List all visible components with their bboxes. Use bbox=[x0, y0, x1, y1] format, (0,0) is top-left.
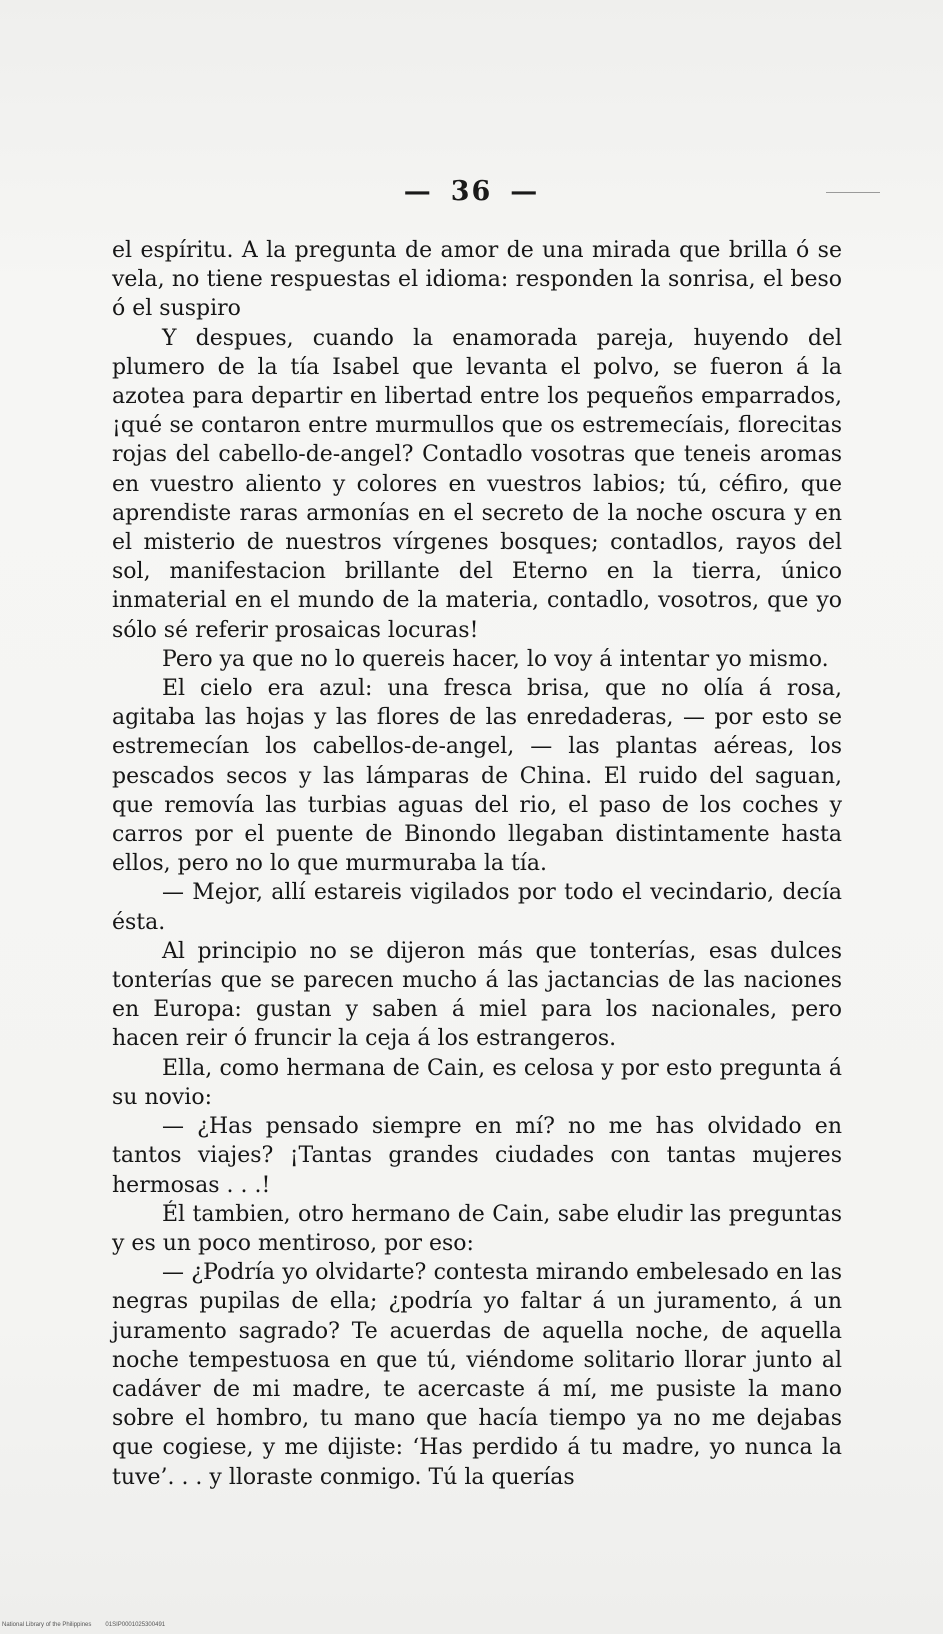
header-dash-right: — bbox=[510, 176, 540, 207]
footer-identifier: 01SIP0001025300491 bbox=[105, 1622, 166, 1628]
page-number-header bbox=[0, 176, 943, 207]
footer-library: National Library of the Philippines bbox=[2, 1622, 92, 1628]
paragraph: — Mejor, allí estareis vigilados por todo el vecindario, decía ésta. bbox=[112, 880, 842, 935]
body-text bbox=[112, 236, 842, 1492]
paragraph: El cielo era azul: una fresca brisa, que no olía á rosa, agitaba las hojas y las flores de las enredaderas, — por esto se estremecían los cabellos-de-angel, — las plantas aéreas, los pescados secos y las lámparas de China. El ruido del saguan, que removía las turbias aguas del rio, el paso de los coches y carros por el puente de Binondo llegaban distintamente hasta ellos, pero no lo que murmuraba la tía. bbox=[112, 676, 842, 877]
corner-rule bbox=[826, 192, 880, 193]
paragraph: Ella, como hermana de Cain, es celosa y por esto pregunta á su novio: bbox=[112, 1055, 842, 1110]
paragraph: Y despues, cuando la enamorada pareja, huyendo del plumero de la tía Isabel que levanta el polvo, se fueron á la azotea para departir en libertad entre los pequeños emparrados, ¡qué se contaron entre murmullos que os estremecíais, florecitas rojas del cabello-de-angel? Contadlo vosotras que teneis aromas en vuestro aliento y colores en vuestros labios; tú, céfiro, que aprendiste raras armonías en el secreto de la noche oscura y en el misterio de nuestros vírgenes bosques; contadlos, rayos del sol, manifestacion brillante del Eterno en la tierra, único inmaterial en el mundo de la materia, contadlo, vosotros, que yo sólo sé referir prosaicas locuras! bbox=[112, 325, 842, 643]
scan-footer bbox=[2, 1622, 179, 1628]
paragraph: Al principio no se dijeron más que tonterías, esas dulces tonterías que se parecen mucho á las jactancias de las naciones en Europa: gustan y saben á miel para los nacionales, pero hacen reir ó fruncir la ceja á los estrangeros. bbox=[112, 938, 842, 1052]
page-number: 36 bbox=[450, 176, 493, 207]
paragraph: Pero ya que no lo quereis hacer, lo voy á intentar yo mismo. bbox=[162, 646, 829, 672]
paragraph: — ¿Has pensado siempre en mí? no me has olvidado en tantos viajes? ¡Tantas grandes ciudades con tantas mujeres hermosas . . .! bbox=[112, 1114, 842, 1198]
paragraph: Él tambien, otro hermano de Cain, sabe eludir las preguntas y es un poco mentiroso, por eso: bbox=[112, 1201, 842, 1256]
paragraph: — ¿Podría yo olvidarte? contesta mirando embelesado en las negras pupilas de ella; ¿podría yo faltar á un juramento, á un juramento sagrado? Te acuerdas de aquella noche, de aquella noche tempestuosa en que tú, viéndome solitario llorar junto al cadáver de mi madre, te acercaste á mí, me pusiste la mano sobre el hombro, tu mano que hacía tiempo ya no me dejabas que cogiese, y me dijiste: ‘Has perdido á tu madre, yo nunca la tuve’. . . y lloraste conmigo. Tú la querías bbox=[112, 1260, 842, 1490]
header-dash-left: — bbox=[403, 176, 433, 207]
paragraph: el espíritu. A la pregunta de amor de una mirada que brilla ó se vela, no tiene respuestas el idioma: responden la sonrisa, el beso ó el suspiro bbox=[112, 238, 842, 322]
